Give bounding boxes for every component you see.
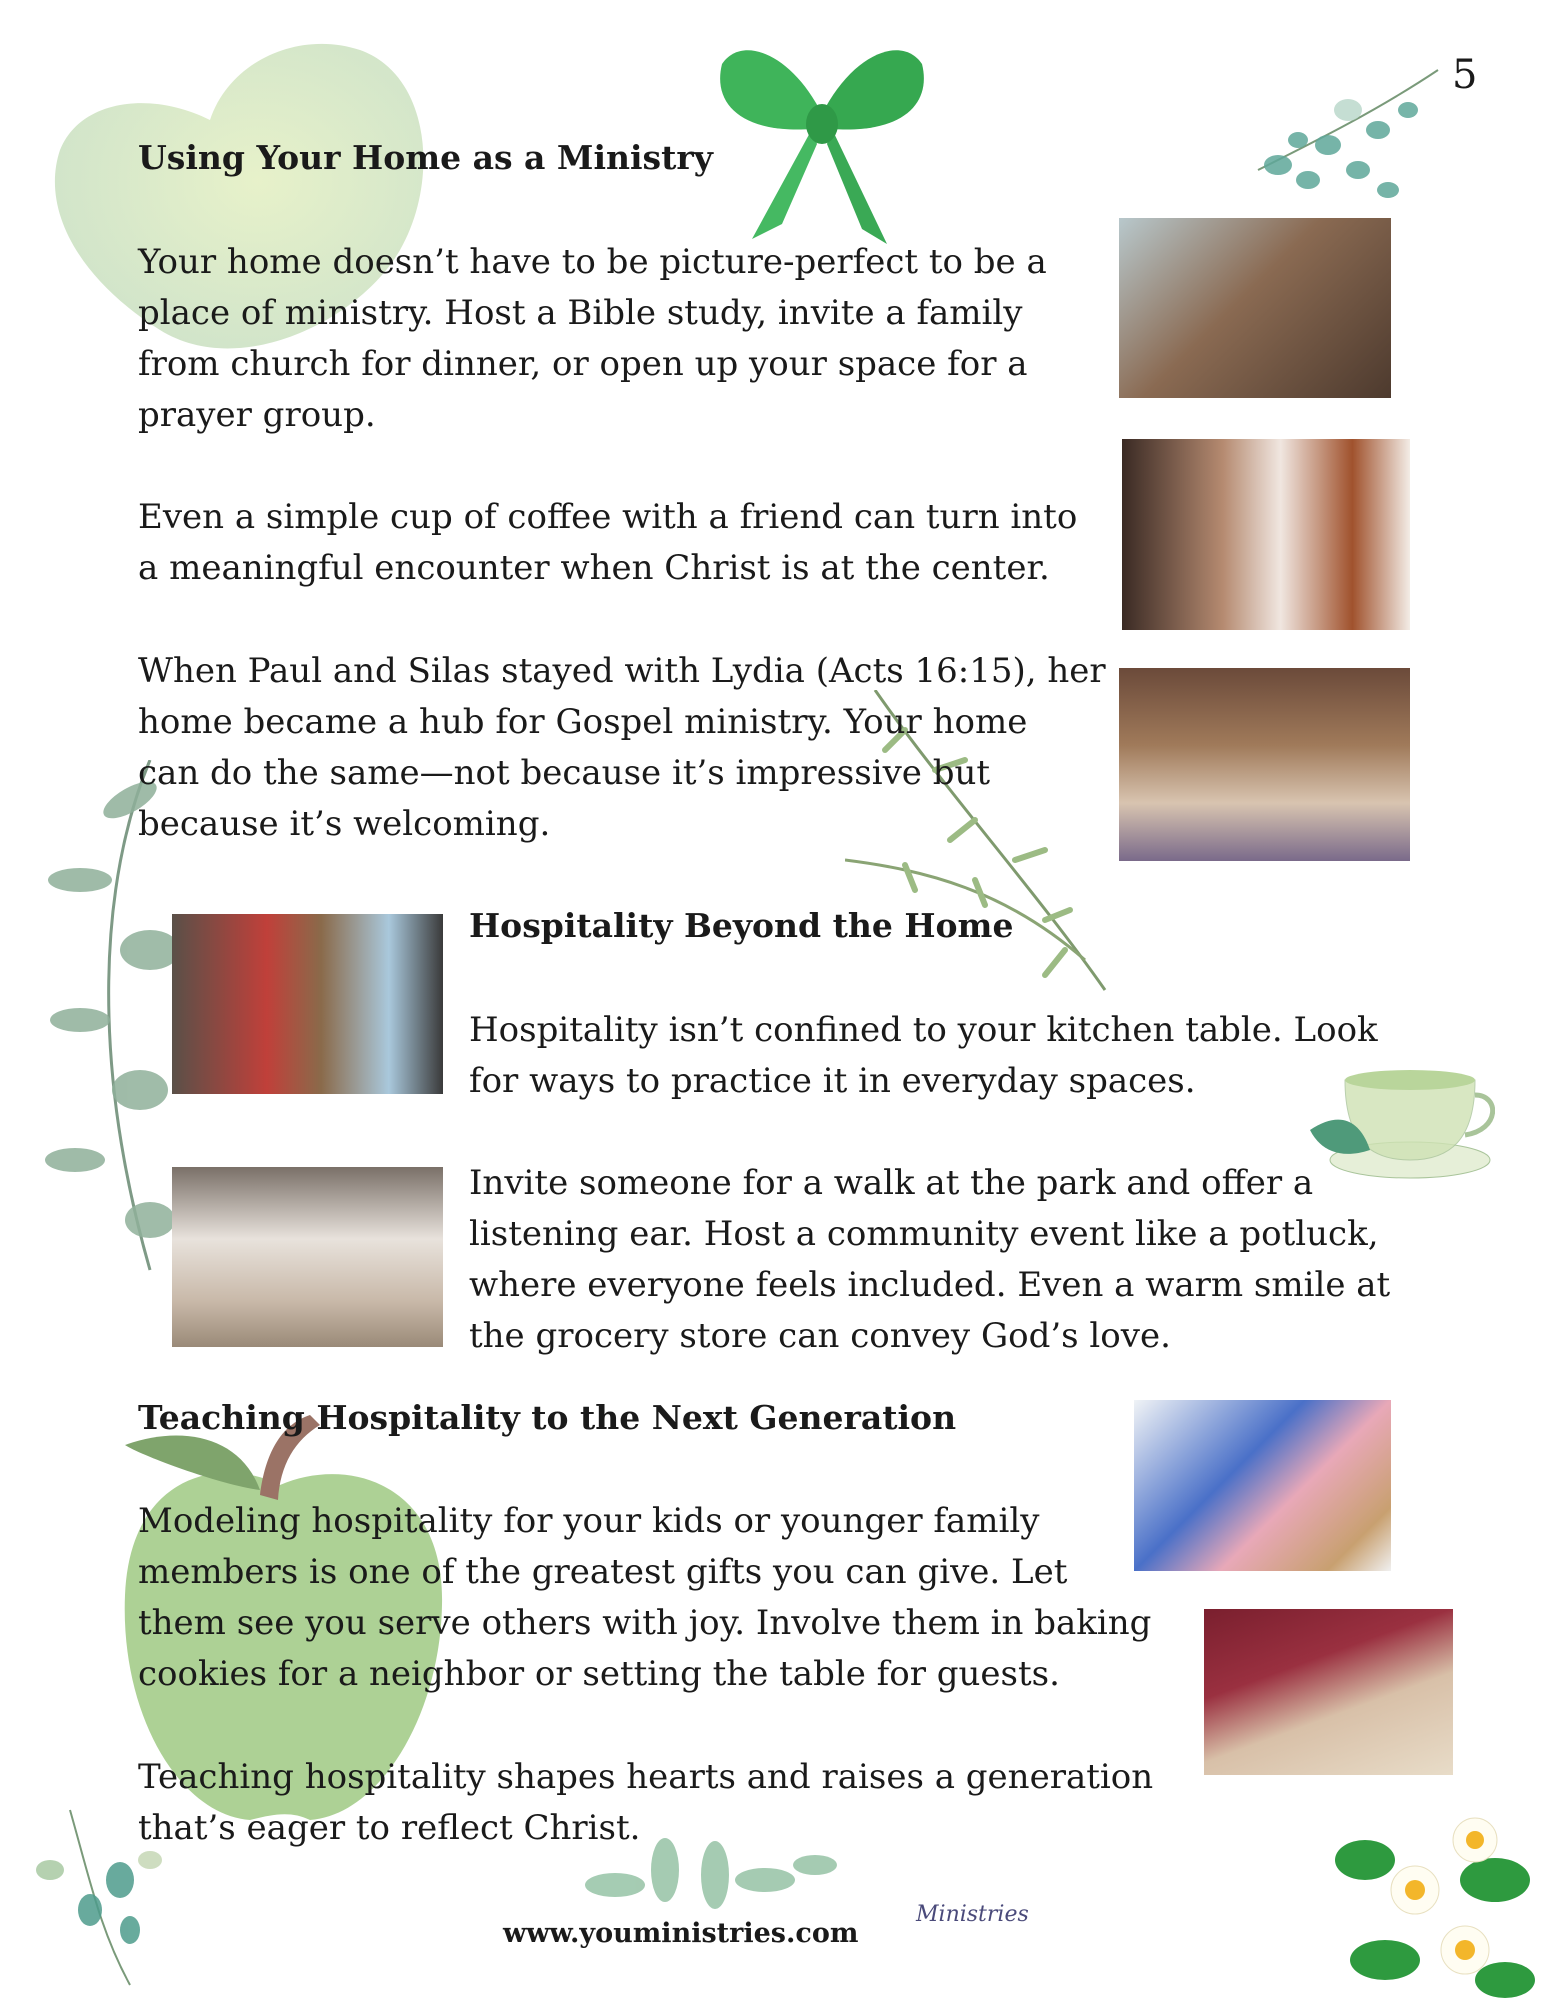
paragraph [138,646,1106,850]
text-line: a meaningful encounter when Christ is at the center. [138,548,1050,588]
photo-women-walking-beach [172,1167,443,1347]
paragraph [138,237,1047,441]
text-line: Your home doesn’t have to be picture-perfect to be a [138,242,1047,282]
photo-kids-donations [1134,1400,1391,1571]
text-line: because it’s welcoming. [138,804,551,844]
text-line: that’s eager to reflect Christ. [138,1808,641,1848]
text-line: Hospitality isn’t confined to your kitchen table. Look [469,1010,1378,1050]
photo-girls-writing [1204,1609,1453,1775]
eucalyptus-top-icon [1238,50,1458,220]
page-number: 5 [1452,52,1478,98]
text-line: cookies for a neighbor or setting the table for guests. [138,1654,1060,1694]
section-heading-next-generation: Teaching Hospitality to the Next Generation [138,1398,957,1437]
paragraph [469,1158,1390,1362]
text-line: Modeling hospitality for your kids or younger family [138,1501,1040,1541]
photo-helping-homeless-man [172,914,443,1094]
paragraph [469,1005,1378,1107]
photo-women-reading-bible [1122,439,1410,630]
text-line: When Paul and Silas stayed with Lydia (Acts 16:15), her [138,651,1106,691]
section-heading-using-home: Using Your Home as a Ministry [138,138,713,177]
photo-group-bible-study [1119,668,1410,861]
text-line: members is one of the greatest gifts you can give. Let [138,1552,1068,1592]
text-line: from church for dinner, or open up your space for a [138,344,1028,384]
text-line: listening ear. Host a community event like a potluck, [469,1214,1379,1254]
text-line: the grocery store can convey God’s love. [469,1316,1171,1356]
footer-website-link[interactable]: www.youministries.com [503,1918,859,1949]
text-line: can do the same—not because it’s impressive but [138,753,991,793]
text-line: home became a hub for Gospel ministry. Your home [138,702,1028,742]
paragraph [138,1496,1151,1700]
frangipani-flowers-icon [1325,1800,1535,2000]
text-line: prayer group. [138,395,376,435]
text-line: place of ministry. Host a Bible study, invite a family [138,293,1023,333]
green-bow-icon [712,34,932,246]
ministries-logo: Ministries [916,1902,1029,1927]
text-line: them see you serve others with joy. Involve them in baking [138,1603,1152,1643]
text-line: Teaching hospitality shapes hearts and raises a generation [138,1757,1154,1797]
section-heading-beyond-home: Hospitality Beyond the Home [469,906,1014,945]
paragraph [138,1752,1153,1854]
text-line: for ways to practice it in everyday spaces. [469,1061,1196,1101]
paragraph [138,492,1077,594]
text-line: Even a simple cup of coffee with a friend can turn into [138,497,1078,537]
text-line: Invite someone for a walk at the park and offer a [469,1163,1314,1203]
text-line: where everyone feels included. Even a warm smile at [469,1265,1391,1305]
photo-praying-hands-bible [1119,218,1391,398]
